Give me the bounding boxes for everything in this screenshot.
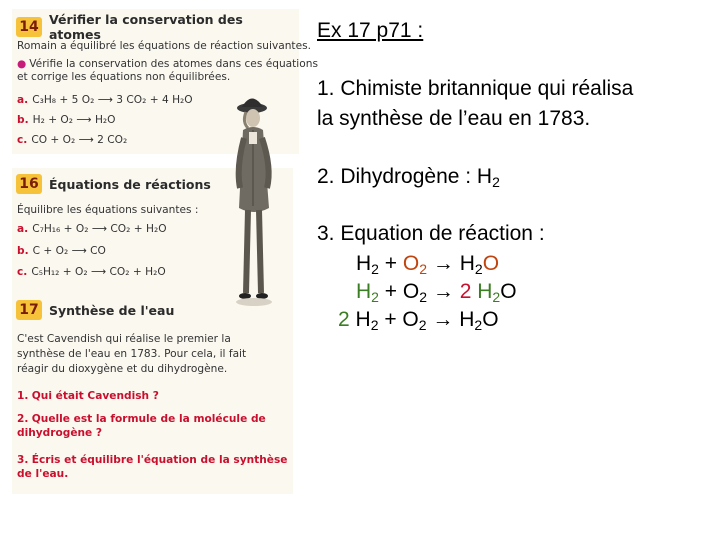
answer-3-heading: 3. Equation de réaction :: [317, 222, 545, 245]
slide-title: Ex 17 p71 :: [317, 19, 424, 42]
question-1: 1. Qui était Cavendish ?: [17, 390, 159, 402]
exercise-body: C'est Cavendish qui réalise le premier la: [17, 333, 231, 345]
equation-item: c. C₅H₁₂ + O₂ ⟶ CO₂ + H₂O: [17, 266, 166, 278]
exercise-intro: Équilibre les équations suivantes :: [17, 204, 199, 216]
exercise-number-badge: 17: [16, 300, 42, 320]
exercise-number-badge: 14: [16, 17, 42, 37]
equation-item: b. C + O₂ ⟶ CO: [17, 245, 106, 257]
equation-item: c. CO + O₂ ⟶ 2 CO₂: [17, 134, 128, 146]
task-line: ● Vérifie la conservation des atomes dans ces équations: [17, 58, 318, 70]
exercise-16-header: [16, 174, 211, 194]
exercise-title: Synthèse de l'eau: [49, 302, 175, 318]
exercise-body: réagir du dioxygène et du dihydrogène.: [17, 363, 228, 375]
question-2: 2. Quelle est la formule de la molécule de: [17, 413, 266, 425]
equation-unbalanced: $H_2 + O_2 \to H_2O$: [356, 252, 500, 277]
exercise-title: Équations de réactions: [49, 176, 211, 192]
cavendish-portrait-illustration: [234, 88, 276, 322]
exercise-14-header: [16, 12, 299, 42]
question-3-cont: de l'eau.: [17, 468, 69, 480]
task-line: et corrige les équations non équilibrées.: [17, 71, 231, 83]
answer-1-line-1: 1. Chimiste britannique qui réalisa: [317, 77, 634, 100]
question-3: 3. Écris et équilibre l'équation de la synthèse: [17, 454, 288, 466]
equation-balanced: 2 $H_2 + O_2 \to H_2O$: [338, 308, 499, 333]
question-2-cont: dihydrogène ?: [17, 427, 103, 439]
equation-step-2: $H_2 + O_2 \to 2$ $H_2O$: [356, 280, 517, 305]
exercise-number-badge: 16: [16, 174, 42, 194]
equation-item: a. C₃H₈ + 5 O₂ ⟶ 3 CO₂ + 4 H₂O: [17, 94, 193, 106]
equation-item: b. H₂ + O₂ ⟶ H₂O: [17, 114, 116, 126]
exercise-17-header: [16, 300, 174, 320]
exercise-title: Vérifier la conservation des atomes: [49, 12, 243, 42]
equation-item: a. C₇H₁₆ + O₂ ⟶ CO₂ + H₂O: [17, 223, 167, 235]
bullet-icon: ●: [17, 58, 27, 70]
exercise-intro: Romain a équilibré les équations de réaction suivantes.: [17, 40, 311, 52]
answer-2: 2. Dihydrogène : $H_2$: [317, 165, 500, 190]
answer-1-line-2: la synthèse de l’eau en 1783.: [317, 107, 591, 130]
exercise-body: synthèse de l'eau en 1783. Pour cela, il fait: [17, 348, 247, 360]
